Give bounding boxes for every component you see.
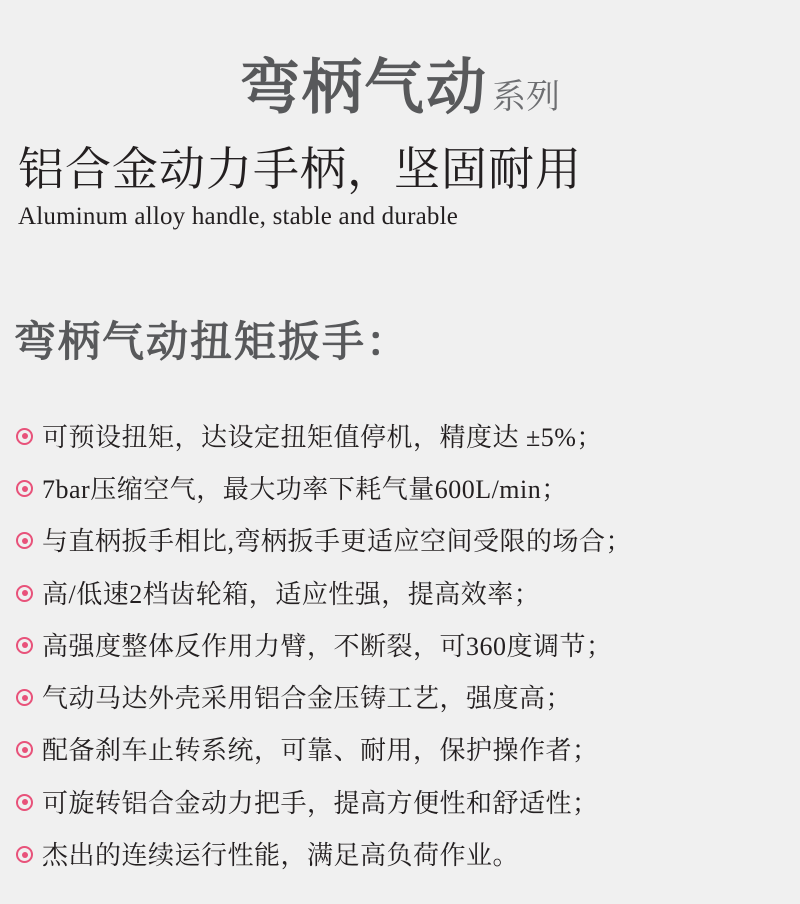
feature-text: 与直柄扳手相比,弯柄扳手更适应空间受限的场合； — [42, 527, 633, 557]
circle-dot-icon — [16, 428, 33, 445]
list-item — [16, 682, 800, 715]
circle-dot-icon — [16, 846, 33, 863]
subheading-chinese: 铝合金动力手柄，坚固耐用 — [18, 144, 582, 195]
feature-text: 高/低速2档齿轮箱，适应性强，提高效率； — [42, 579, 541, 609]
list-item — [16, 630, 800, 663]
feature-text: 可旋转铝合金动力把手，提高方便性和舒适性； — [42, 788, 599, 818]
series-title-main: 弯柄气动 — [240, 54, 488, 121]
circle-dot-icon — [16, 794, 33, 811]
feature-text: 气动马达外壳采用铝合金压铸工艺，强度高； — [42, 684, 573, 714]
circle-dot-icon — [16, 532, 33, 549]
list-item — [16, 473, 800, 506]
feature-list — [0, 421, 800, 872]
circle-dot-icon — [16, 741, 33, 758]
feature-text: 杰出的连续运行性能，满足高负荷作业。 — [42, 841, 520, 871]
circle-dot-icon — [16, 637, 33, 654]
list-item — [16, 421, 800, 454]
circle-dot-icon — [16, 585, 33, 602]
section-title: 弯柄气动扭矩扳手： — [14, 317, 411, 365]
list-item — [16, 839, 800, 872]
feature-text: 可预设扭矩，达设定扭矩值停机，精度达 ±5%； — [42, 422, 603, 452]
subheading-block — [0, 144, 800, 231]
list-item — [16, 734, 800, 767]
list-item — [16, 787, 800, 820]
circle-dot-icon — [16, 689, 33, 706]
subheading-english: Aluminum alloy handle, stable and durable — [18, 202, 459, 230]
feature-text: 高强度整体反作用力臂，不断裂，可360度调节； — [42, 631, 613, 661]
list-item — [16, 578, 800, 611]
circle-dot-icon — [16, 480, 33, 497]
series-title-suffix: 系列 — [492, 79, 560, 116]
series-title — [0, 0, 800, 126]
feature-text: 配备刹车止转系统，可靠、耐用，保护操作者； — [42, 736, 599, 766]
list-item — [16, 525, 800, 558]
feature-text: 7bar压缩空气，最大功率下耗气量600L/min； — [42, 475, 568, 505]
